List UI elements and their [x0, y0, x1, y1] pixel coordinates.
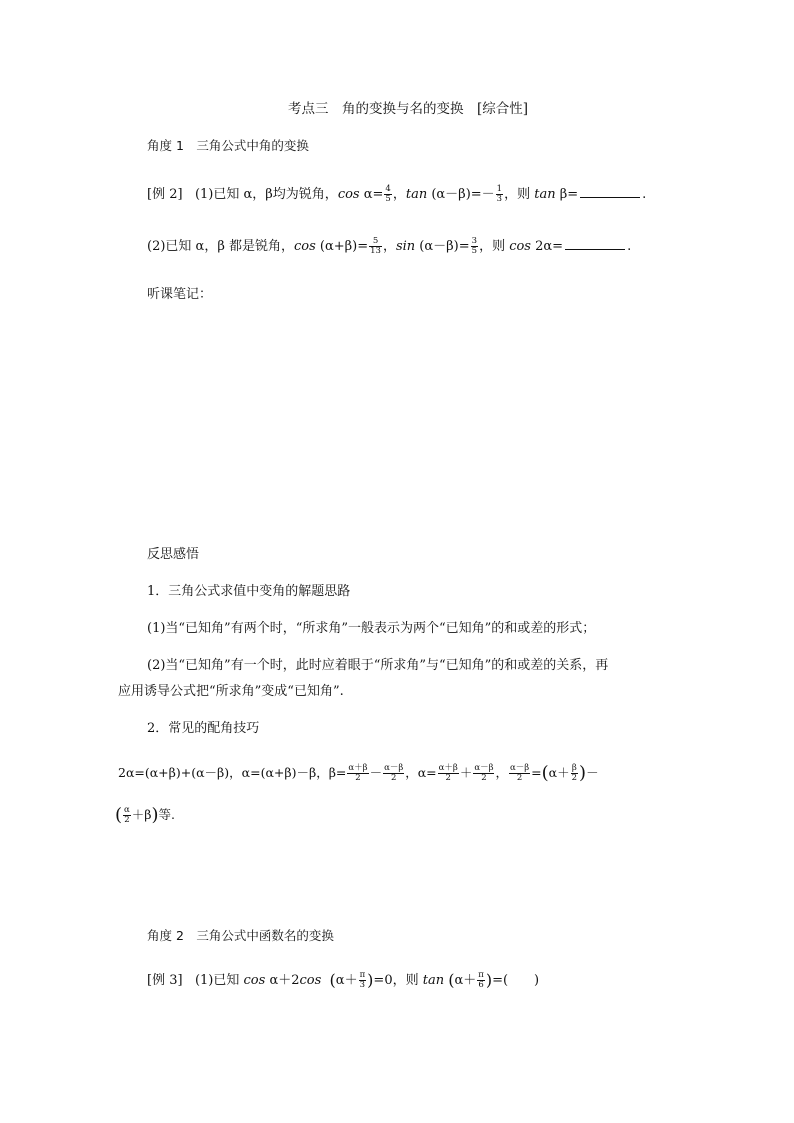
text: ＋β — [131, 807, 152, 822]
text: (1)已知 — [194, 973, 244, 988]
fraction — [496, 185, 503, 204]
numerator: π — [359, 970, 366, 980]
numerator: α＋β — [348, 763, 368, 773]
text: . — [642, 187, 647, 202]
func-tan: tan — [534, 187, 556, 202]
numerator: α－β — [384, 763, 404, 773]
func-cos: cos — [293, 239, 316, 254]
text: β= — [555, 187, 579, 202]
numerator: 3 — [471, 236, 478, 246]
text: － — [369, 765, 383, 780]
numerator: π — [478, 970, 484, 980]
left-paren: ( — [115, 804, 123, 826]
fraction — [347, 764, 368, 783]
denominator: 3 — [496, 194, 503, 204]
text: ， — [392, 187, 406, 202]
denominator: 2 — [355, 773, 361, 783]
example-tag: [例 2] — [147, 187, 183, 202]
func-tan: tan — [422, 973, 445, 988]
fraction — [369, 237, 382, 256]
denominator: 2 — [516, 773, 523, 783]
text: α= — [359, 187, 384, 202]
fraction — [123, 806, 131, 825]
text: (α－β)=－ — [427, 187, 495, 202]
denominator: 2 — [390, 773, 397, 783]
fraction — [471, 237, 478, 256]
text: ＋ — [459, 765, 473, 780]
func-sin: sin — [395, 239, 416, 254]
formula-line-1 — [118, 763, 599, 783]
text: =0，则 — [373, 973, 423, 988]
text: (2)已知 α，β 都是锐角， — [147, 239, 294, 254]
fraction — [571, 764, 578, 783]
denominator: 5 — [385, 194, 391, 204]
text: 2α= — [530, 239, 564, 254]
subsection-heading-2: 角度 2 三角公式中函数名的变换 — [147, 928, 334, 943]
fraction — [359, 971, 367, 990]
func-cos: cos — [243, 973, 266, 988]
right-paren: ) — [485, 970, 493, 990]
numerator: 1 — [496, 184, 503, 194]
text: ，α= — [405, 765, 437, 780]
numerator: α－β — [474, 763, 494, 773]
denominator: 3 — [359, 980, 366, 990]
section-title: 考点三 角的变换与名的变换 [综合性] — [288, 101, 529, 117]
notes-label: 听课笔记： — [147, 287, 213, 302]
numerator: 5 — [369, 237, 382, 247]
answer-blank — [580, 185, 640, 198]
text: － — [586, 765, 599, 780]
right-paren: ) — [367, 970, 374, 990]
func-cos: cos — [509, 239, 531, 254]
left-paren: ( — [541, 762, 549, 784]
reflection-point-1b-line2: 应用诱导公式把“所求角”变成“已知角”. — [118, 684, 344, 699]
fraction — [438, 764, 459, 783]
denominator: 2 — [571, 773, 578, 783]
right-paren: ) — [579, 762, 587, 784]
text: =( ) — [492, 973, 540, 988]
text: ， — [495, 765, 508, 780]
subsection-heading-1: 角度 1 三角公式中角的变换 — [147, 138, 309, 153]
example-3-part-1 — [147, 971, 539, 991]
formula-line-2 — [115, 805, 175, 825]
left-paren: ( — [329, 970, 336, 990]
left-paren: ( — [448, 970, 455, 990]
text: α＋ — [548, 765, 570, 780]
func-cos: cos — [299, 973, 322, 988]
numerator: α — [124, 805, 130, 815]
text: (1)已知 α，β均为锐角， — [194, 187, 338, 202]
text: ，则 — [504, 187, 535, 202]
text: = — [531, 765, 542, 780]
text: 等. — [158, 807, 176, 822]
text: (α－β)= — [415, 239, 470, 254]
numerator: α－β — [510, 763, 530, 773]
denominator: 5 — [471, 246, 478, 256]
denominator: 13 — [370, 246, 381, 256]
numerator: α＋β — [438, 763, 458, 773]
right-paren: ) — [151, 804, 159, 826]
text: ，则 — [479, 239, 510, 254]
text: α＋ — [454, 973, 477, 988]
text: ， — [382, 239, 396, 254]
fraction — [477, 971, 485, 990]
denominator: 6 — [478, 980, 484, 990]
reflection-heading: 反思感悟 — [147, 547, 200, 562]
text: (α+β)= — [315, 239, 369, 254]
text: α＋2 — [265, 973, 300, 988]
text: α＋ — [335, 973, 358, 988]
reflection-point-1b-line1: (2)当“已知角”有一个时，此时应着眼于“所求角”与“已知角”的和或差的关系，再 — [147, 658, 609, 673]
reflection-point-1: 1．三角公式求值中变角的解题思路 — [147, 584, 351, 599]
numerator: β — [571, 763, 577, 773]
reflection-point-1a: (1)当“已知角”有两个时，“所求角”一般表示为两个“已知角”的和或差的形式； — [147, 621, 596, 636]
denominator: 2 — [445, 773, 451, 783]
example-2-part-2 — [147, 237, 631, 257]
fraction — [473, 764, 494, 783]
text: 2α=(α+β)+(α－β)，α=(α+β)－β，β= — [118, 765, 347, 780]
text: . — [627, 239, 632, 254]
fraction — [384, 185, 391, 204]
example-tag: [例 3] — [147, 973, 183, 988]
answer-blank — [565, 237, 625, 250]
func-tan: tan — [405, 187, 428, 202]
func-cos: cos — [337, 187, 360, 202]
numerator: 4 — [385, 184, 391, 194]
denominator: 2 — [124, 815, 130, 825]
fraction — [383, 764, 404, 783]
denominator: 2 — [481, 773, 487, 783]
example-2-part-1 — [147, 185, 646, 205]
fraction — [509, 764, 530, 783]
reflection-point-2: 2．常见的配角技巧 — [147, 721, 260, 736]
